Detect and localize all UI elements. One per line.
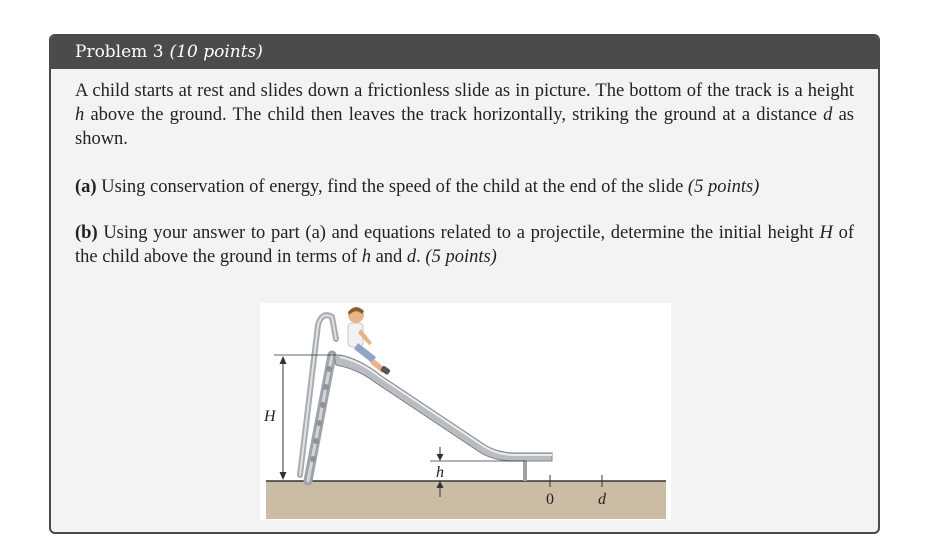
problem-header (51, 36, 878, 69)
problem-points: (10 points) (169, 42, 263, 62)
slide-diagram (260, 303, 671, 520)
label-d: d (598, 491, 606, 508)
part-a (75, 175, 854, 199)
H-arrow-up (280, 356, 287, 364)
part-b-text-4: . (416, 247, 426, 267)
label-h: h (436, 464, 444, 481)
ground (266, 481, 666, 519)
part-b-var-h: h (361, 247, 371, 267)
label-H: H (264, 408, 276, 425)
h-arrow-down (437, 454, 444, 461)
part-b-label: (b) (75, 223, 98, 243)
intro-var-d: d (823, 105, 833, 125)
part-b-points: (5 points) (425, 247, 497, 267)
problem-body (51, 69, 878, 269)
intro-text-1: A child starts at rest and slides down a frictionless slide as in picture. The bottom of the track is a height (75, 81, 854, 101)
intro-text-3: as shown. (75, 105, 854, 149)
part-b-var-d: d (406, 247, 417, 267)
slide-figure (260, 303, 671, 520)
part-b-text-1: Using your answer to part (a) and equations related to a projectile, determine the initial height (97, 223, 820, 243)
part-b-text-2: of the child above the ground in terms of (75, 223, 854, 267)
part-b (75, 221, 854, 269)
part-b-var-H: H (819, 223, 833, 243)
part-a-text: Using conservation of energy, find the speed of the child at the end of the slide (96, 177, 688, 197)
problem-intro (75, 79, 854, 151)
label-zero: 0 (546, 491, 554, 508)
part-a-label: (a) (75, 177, 97, 197)
part-b-text-3: and (370, 247, 407, 267)
intro-text-2: above the ground. The child then leaves the track horizontally, striking the ground at a distance (84, 105, 824, 125)
problem-title: Problem 3 (75, 42, 164, 62)
intro-var-h: h (75, 105, 85, 125)
slide-chute (334, 355, 552, 461)
H-arrow-down (280, 472, 287, 480)
part-a-points: (5 points) (687, 177, 760, 197)
problem-box (49, 34, 880, 534)
